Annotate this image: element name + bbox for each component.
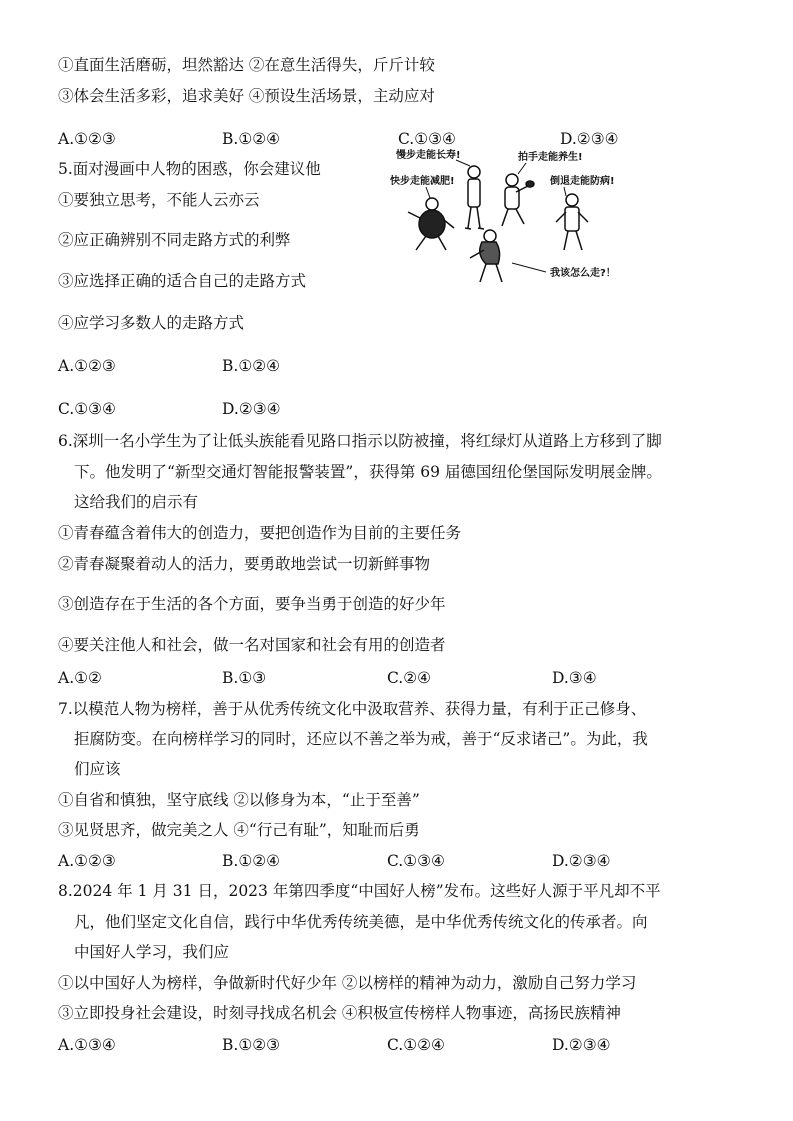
q8-option-a: A.①③④ <box>58 1036 116 1054</box>
q8-option-b: B.①②③ <box>222 1036 281 1054</box>
q7-option-c: C.①③④ <box>387 852 445 870</box>
q5-item-4: ④应学习多数人的走路方式 <box>58 314 245 332</box>
q8-option-d: D.②③④ <box>552 1036 611 1054</box>
q8-stem-line-2: 凡，他们坚定文化自信，践行中华优秀传统美德，是中华优秀传统文化的传承者。向 <box>74 913 648 931</box>
q7-item-line-2: ③见贤思齐，做完美之人 ④“行己有耻”，知耻而后勇 <box>58 821 420 839</box>
q6-item-2: ②青春凝聚着动人的活力，要勇敢地尝试一切新鲜事物 <box>58 555 431 573</box>
q4-option-c: C.①③④ <box>398 130 456 148</box>
q7-option-a: A.①②③ <box>58 852 116 870</box>
q8-stem-line-3: 中国好人学习，我们应 <box>74 943 230 961</box>
q7-stem-line-1: 7.以模范人物为榜样，善于从优秀传统文化中汲取营养、获得力量，有利于正己修身、 <box>58 700 647 718</box>
q5-option-c: C.①③④ <box>58 400 116 418</box>
walking-cartoon <box>386 146 630 286</box>
q5-option-b: B.①②④ <box>222 357 281 375</box>
q6-stem-line-1: 6.深圳一名小学生为了让低头族能看见路口指示以防被撞，将红绿灯从道路上方移到了脚 <box>58 432 662 450</box>
q7-item-line-1: ①自省和慎独，坚守底线 ②以修身为本，“止于至善” <box>58 791 420 809</box>
q4-item-line-1: ①直面生活磨砺，坦然豁达 ②在意生活得失，斤斤计较 <box>58 56 435 74</box>
speech-clap-walk: 拍手走能养生! <box>518 152 583 163</box>
speech-backward-walk: 倒退走能防病! <box>550 176 615 187</box>
q8-option-c: C.①②④ <box>387 1036 445 1054</box>
speech-fast-walk: 快步走能减肥! <box>390 176 455 187</box>
q6-item-1: ①青春蕴含着伟大的创造力，要把创造作为目前的主要任务 <box>58 524 462 542</box>
speech-confused: 我该怎么走?！ <box>550 268 616 279</box>
q5-item-3: ③应选择正确的适合自己的走路方式 <box>58 272 307 290</box>
q6-item-3: ③创造存在于生活的各个方面，要争当勇于创造的好少年 <box>58 595 446 613</box>
q5-option-a: A.①②③ <box>58 357 116 375</box>
q4-item-line-2: ③体会生活多彩，追求美好 ④预设生活场景，主动应对 <box>58 87 435 105</box>
q5-item-2: ②应正确辨别不同走路方式的利弊 <box>58 231 291 249</box>
figure-backward-walker <box>556 194 588 250</box>
q8-item-line-2: ③立即投身社会建设，时刻寻找成名机会 ④积极宣传榜样人物事迹，高扬民族精神 <box>58 1004 621 1022</box>
q5-stem: 5.面对漫画中人物的困惑，你会建议他 <box>58 160 321 178</box>
q6-stem-line-2: 下。他发明了“新型交通灯智能报警装置”，获得第 69 届德国纽伦堡国际发明展金牌。 <box>74 463 662 481</box>
q6-option-a: A.①② <box>58 669 102 687</box>
speech-slow-walk: 慢步走能长寿! <box>396 150 461 161</box>
q6-option-c: C.②④ <box>387 669 432 687</box>
q5-item-1: ①要独立思考，不能人云亦云 <box>58 191 260 209</box>
figure-fast-walker <box>408 198 454 250</box>
figure-slow-walker <box>465 166 484 229</box>
q8-stem-line-1: 8.2024 年 1 月 31 日，2023 年第四季度“中国好人榜”发布。这些好人源于平凡却不平 <box>58 882 661 900</box>
q6-option-d: D.③④ <box>552 669 597 687</box>
q4-option-a: A.①②③ <box>58 130 116 148</box>
q4-option-d: D.②③④ <box>560 130 619 148</box>
figure-clap-walker <box>502 174 534 226</box>
figure-confused-person <box>470 230 502 282</box>
q6-stem-line-3: 这给我们的启示有 <box>74 493 199 511</box>
q8-item-line-1: ①以中国好人为榜样，争做新时代好少年 ②以榜样的精神为动力，激励自己努力学习 <box>58 974 637 992</box>
q6-item-4: ④要关注他人和社会，做一名对国家和社会有用的创造者 <box>58 636 446 654</box>
q7-option-d: D.②③④ <box>552 852 611 870</box>
q7-stem-line-3: 们应该 <box>74 760 121 778</box>
q6-option-b: B.①③ <box>222 669 267 687</box>
q5-option-d: D.②③④ <box>222 400 281 418</box>
q7-stem-line-2: 拒腐防变。在向榜样学习的同时，还应以不善之举为戒，善于“反求诸己”。为此，我 <box>74 730 648 748</box>
q7-option-b: B.①②④ <box>222 852 281 870</box>
q4-option-b: B.①②④ <box>222 130 281 148</box>
